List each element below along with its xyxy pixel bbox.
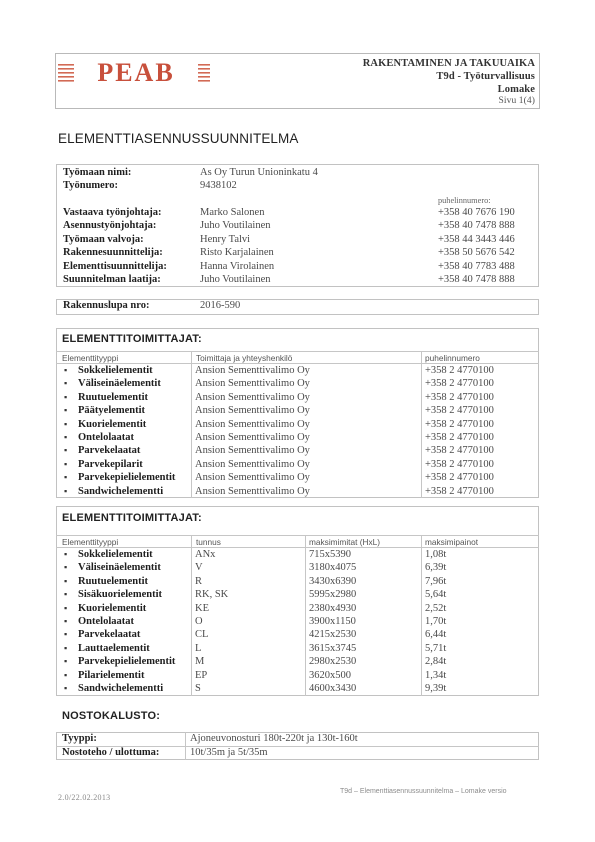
supplier-name: Ansion Sementtivalimo Oy (195, 405, 310, 417)
footer-version: 2.0/22.02.2013 (58, 793, 111, 802)
dim-weight: 6,44t (425, 629, 447, 641)
supplier-type: ▪ Päätyelementit (78, 404, 145, 417)
dim-code: ANx (195, 549, 216, 560)
supplier-type: ▪ Parvekepilarit (78, 458, 143, 471)
person-role: Asennustyönjohtaja: (63, 220, 157, 232)
dim-type: ▪ Ontelolaatat (78, 615, 134, 628)
dim-size: 3620x500 (309, 669, 351, 681)
person-role: Vastaava työnjohtaja: (63, 207, 162, 218)
dim-weight: 5,71t (425, 642, 447, 654)
header-page: Sivu 1(4) (498, 96, 535, 106)
dim-size: 4215x2530 (309, 629, 357, 641)
supplier-phone: +358 2 4770100 (425, 405, 494, 417)
dim-weight: 5,64t (425, 589, 447, 601)
supplier-name: Ansion Sementtivalimo Oy (195, 485, 310, 497)
dim-type: ▪ Parvekelaatat (78, 628, 140, 641)
dim-size: 3430x6390 (309, 575, 357, 587)
person-role: Elementtisuunnittelija: (63, 260, 167, 272)
dim-code: M (195, 656, 205, 668)
person-name: Marko Salonen (200, 207, 265, 218)
supplier-name: Ansion Sementtivalimo Oy (195, 432, 310, 443)
col-type-header: Elementtityyppi (62, 537, 119, 547)
person-name: Juho Voutilainen (200, 274, 271, 285)
person-phone: +358 40 7478 888 (438, 220, 515, 232)
dimensions-title: ELEMENTTITOIMITTAJAT: (62, 512, 202, 524)
header-line2: T9d - Työturvallisuus (436, 71, 535, 82)
dim-size: 715x5390 (309, 549, 351, 560)
column-divider (191, 351, 192, 498)
header-line3: Lomake (497, 84, 535, 95)
person-name: Risto Karjalainen (200, 247, 274, 259)
col-size-header: maksimimitat (HxL) (309, 537, 380, 547)
supplier-type: ▪ Kuorielementit (78, 418, 146, 431)
supplier-type: ▪ Sandwichelementti (78, 485, 163, 498)
dim-type: ▪ Väliseinäelementit (78, 561, 161, 574)
dim-size: 4600x3430 (309, 683, 357, 694)
supplier-phone: +358 2 4770100 (425, 378, 494, 390)
dim-code: R (195, 575, 203, 587)
dim-code: S (195, 683, 201, 694)
dim-type: ▪ Kuorielementit (78, 602, 146, 615)
dim-weight: 9,39t (425, 683, 447, 694)
person-name: Juho Voutilainen (200, 220, 271, 232)
permit-label: Rakennuslupa nro: (63, 300, 150, 311)
supplier-name: Ansion Sementtivalimo Oy (195, 472, 310, 484)
site-number-value: 9438102 (200, 180, 237, 191)
dim-size: 3180x4075 (309, 562, 357, 574)
dim-size: 2980x2530 (309, 656, 357, 668)
supplier-phone: +358 2 4770100 (425, 432, 494, 443)
person-role: Työmaan valvoja: (63, 233, 144, 245)
page-title: ELEMENTTIASENNUSSUUNNITELMA (58, 131, 299, 146)
dim-type: ▪ Parvekepielielementit (78, 655, 175, 668)
site-number-label: Työnumero: (63, 180, 119, 191)
lifting-reach-label: Nostoteho / ulottuma: (62, 747, 160, 758)
person-role: Suunnitelman laatija: (63, 274, 161, 285)
dim-code: V (195, 562, 203, 574)
dim-type: ▪ Ruutuelementit (78, 575, 148, 588)
dim-weight: 1,08t (425, 549, 447, 560)
footer-doc-info: T9d – Elementtiasennussuunnitelma – Lomake versio (340, 788, 507, 795)
dim-code: O (195, 616, 203, 627)
dim-code: EP (195, 669, 208, 681)
person-name: Henry Talvi (200, 233, 251, 245)
supplier-name: Ansion Sementtivalimo Oy (195, 378, 310, 390)
site-name-value: As Oy Turun Unioninkatu 4 (200, 167, 318, 178)
supplier-phone: +358 2 4770100 (425, 391, 494, 403)
supplier-type: ▪ Sokkelielementit (78, 364, 153, 377)
dim-type: ▪ Sokkelielementit (78, 548, 153, 561)
suppliers-title: ELEMENTTITOIMITTAJAT: (62, 333, 202, 345)
column-divider (421, 351, 422, 498)
person-phone: +358 40 7478 888 (438, 274, 515, 285)
peab-logo (58, 58, 210, 86)
dim-weight: 6,39t (425, 562, 447, 574)
col-weight-header: maksimipainot (425, 537, 479, 547)
supplier-name: Ansion Sementtivalimo Oy (195, 458, 310, 470)
supplier-name: Ansion Sementtivalimo Oy (195, 391, 310, 403)
person-name: Hanna Virolainen (200, 260, 275, 272)
lifting-title: NOSTOKALUSTO: (62, 710, 161, 722)
supplier-type: ▪ Ruutuelementit (78, 391, 148, 404)
dim-code: RK, SK (195, 589, 229, 601)
column-divider (191, 535, 192, 696)
column-divider (305, 535, 306, 696)
phone-header: puhelinnumero: (438, 196, 491, 205)
supplier-phone: +358 2 4770100 (425, 418, 494, 430)
person-phone: +358 44 3443 446 (438, 233, 515, 245)
header-line1: RAKENTAMINEN JA TAKUUAIKA (362, 58, 535, 69)
supplier-type: ▪ Ontelolaatat (78, 431, 134, 444)
dim-code: KE (195, 602, 209, 614)
dim-size: 3615x3745 (309, 642, 357, 654)
lifting-reach-value: 10t/35m ja 5t/35m (190, 747, 268, 758)
dim-weight: 7,96t (425, 575, 447, 587)
dim-size: 3900x1150 (309, 616, 356, 627)
col-type-header: Elementtityyppi (62, 353, 119, 363)
permit-value: 2016-590 (200, 300, 241, 311)
divider (56, 535, 539, 536)
dim-size: 2380x4930 (309, 602, 357, 614)
person-phone: +358 40 7676 190 (438, 207, 515, 218)
dim-weight: 1,34t (425, 669, 447, 681)
site-name-label: Työmaan nimi: (63, 167, 132, 178)
person-phone: +358 40 7783 488 (438, 260, 515, 272)
supplier-name: Ansion Sementtivalimo Oy (195, 445, 310, 457)
divider (56, 351, 539, 352)
dim-type: ▪ Pilarielementit (78, 669, 144, 682)
supplier-phone: +358 2 4770100 (425, 445, 494, 457)
dim-type: ▪ Lauttaelementit (78, 642, 150, 655)
dim-type: ▪ Sandwichelementti (78, 682, 163, 695)
dim-weight: 2,84t (425, 656, 447, 668)
lifting-type-label: Tyyppi: (62, 733, 97, 744)
svg-text:PEAB: PEAB (97, 58, 175, 86)
dim-weight: 1,70t (425, 616, 447, 627)
person-phone: +358 50 5676 542 (438, 247, 515, 259)
supplier-name: Ansion Sementtivalimo Oy (195, 418, 310, 430)
person-role: Rakennesuunnittelija: (63, 247, 163, 259)
dim-code: L (195, 642, 202, 654)
dim-code: CL (195, 629, 209, 641)
supplier-phone: +358 2 4770100 (425, 485, 494, 497)
supplier-type: ▪ Parvekepielielementit (78, 471, 175, 484)
dim-size: 5995x2980 (309, 589, 357, 601)
supplier-phone: +358 2 4770100 (425, 365, 494, 376)
dim-type: ▪ Sisäkuorielementit (78, 588, 162, 601)
lifting-type-value: Ajoneuvonosturi 180t-220t ja 130t-160t (190, 733, 358, 744)
column-divider (421, 535, 422, 696)
supplier-name: Ansion Sementtivalimo Oy (195, 365, 310, 376)
supplier-type: ▪ Parvekelaatat (78, 444, 140, 457)
col-supplier-header: Toimittaja ja yhteyshenkilö (196, 353, 293, 363)
col-phone-header: puhelinnumero (425, 353, 480, 363)
col-code-header: tunnus (196, 537, 221, 547)
supplier-phone: +358 2 4770100 (425, 458, 494, 470)
supplier-phone: +358 2 4770100 (425, 472, 494, 484)
supplier-type: ▪ Väliseinäelementit (78, 377, 161, 390)
dim-weight: 2,52t (425, 602, 447, 614)
